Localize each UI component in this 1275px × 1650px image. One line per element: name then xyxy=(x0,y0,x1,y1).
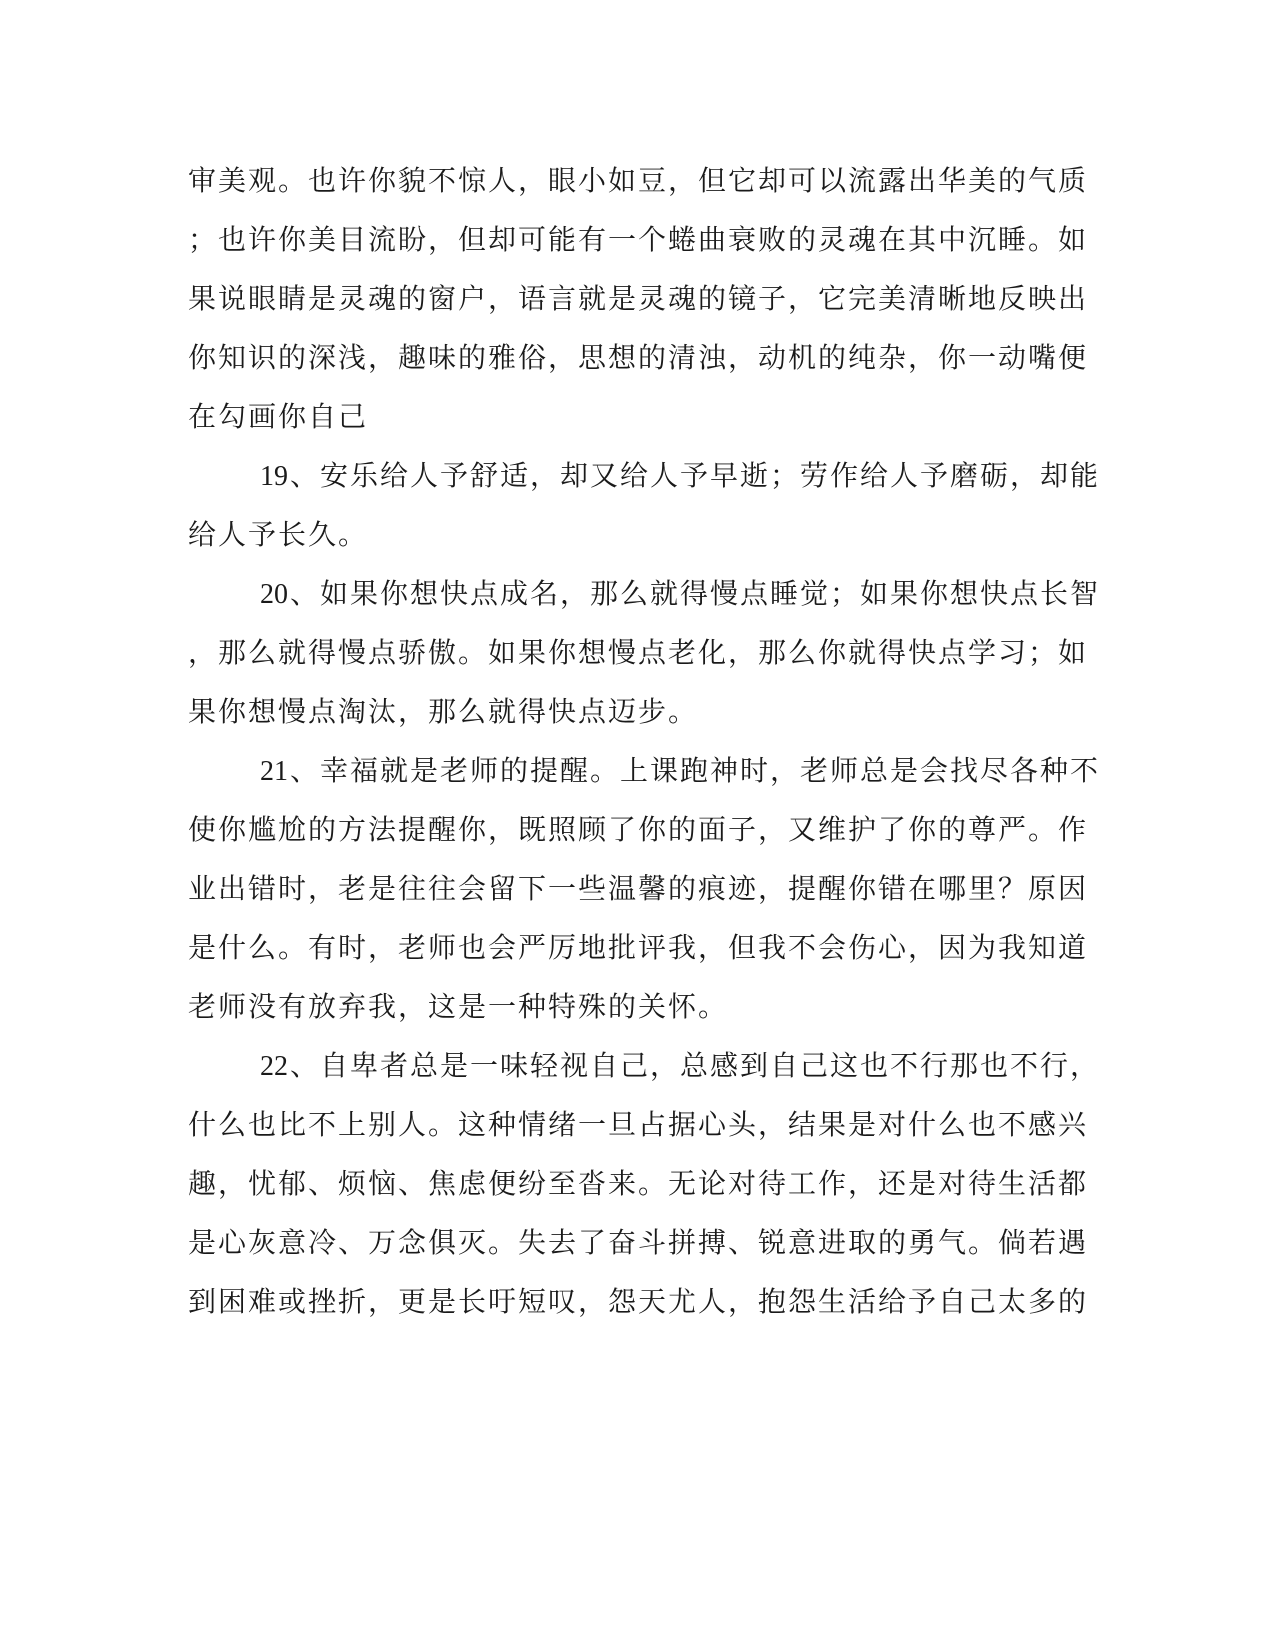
text-line: ，那么就得慢点骄傲。如果你想慢点老化，那么你就得快点学习；如 xyxy=(188,636,1089,669)
text-line: 在勾画你自己 xyxy=(188,400,369,433)
paragraph-number: 19 xyxy=(260,461,288,492)
text-line: 业出错时，老是往往会留下一些温馨的痕迹，提醒你错在哪里？原因 xyxy=(188,872,1089,905)
text-line: 趣，忧郁、烦恼、焦虑便纷至沓来。无论对待工作，还是对待生活都 xyxy=(188,1167,1089,1200)
text-line: 是心灰意冷、万念俱灭。失去了奋斗拼搏、锐意进取的勇气。倘若遇 xyxy=(188,1226,1089,1259)
text-line: 、安乐给人予舒适，却又给人予早逝；劳作给人予磨砺，却能 xyxy=(290,459,1101,492)
paragraph-number: 22 xyxy=(260,1051,288,1082)
text-line: 给人予长久。 xyxy=(188,518,369,551)
text-line: 你知识的深浅，趣味的雅俗，思想的清浊，动机的纯杂，你一动嘴便 xyxy=(188,341,1089,374)
text-line: 到困难或挫折，更是长吁短叹，怨天尤人，抱怨生活给予自己太多的 xyxy=(188,1285,1089,1318)
paragraph-19-first-line xyxy=(260,459,1100,494)
paragraph-21-first-line xyxy=(260,754,1100,789)
text-line: ；也许你美目流盼，但却可能有一个蜷曲衰败的灵魂在其中沉睡。如 xyxy=(188,223,1089,256)
paragraph-22-first-line xyxy=(260,1049,1100,1084)
paragraph-number: 21 xyxy=(260,756,288,787)
paragraph-20-first-line xyxy=(260,577,1100,612)
text-line: 、如果你想快点成名，那么就得慢点睡觉；如果你想快点长智 xyxy=(290,577,1101,610)
paragraph-number: 20 xyxy=(260,579,288,610)
text-line: 、自卑者总是一味轻视自己，总感到自己这也不行那也不行， xyxy=(290,1049,1101,1082)
text-line: 果说眼睛是灵魂的窗户，语言就是灵魂的镜子，它完美清晰地反映出 xyxy=(188,282,1089,315)
text-line: 、幸福就是老师的提醒。上课跑神时，老师总是会找尽各种不 xyxy=(290,754,1101,787)
text-line: 审美观。也许你貌不惊人，眼小如豆，但它却可以流露出华美的气质 xyxy=(188,164,1089,197)
text-line: 是什么。有时，老师也会严厉地批评我，但我不会伤心，因为我知道 xyxy=(188,931,1089,964)
text-line: 使你尴尬的方法提醒你，既照顾了你的面子，又维护了你的尊严。作 xyxy=(188,813,1089,846)
text-line: 什么也比不上别人。这种情绪一旦占据心头，结果是对什么也不感兴 xyxy=(188,1108,1089,1141)
text-line: 老师没有放弃我，这是一种特殊的关怀。 xyxy=(188,990,729,1023)
text-line: 果你想慢点淘汰，那么就得快点迈步。 xyxy=(188,695,699,728)
